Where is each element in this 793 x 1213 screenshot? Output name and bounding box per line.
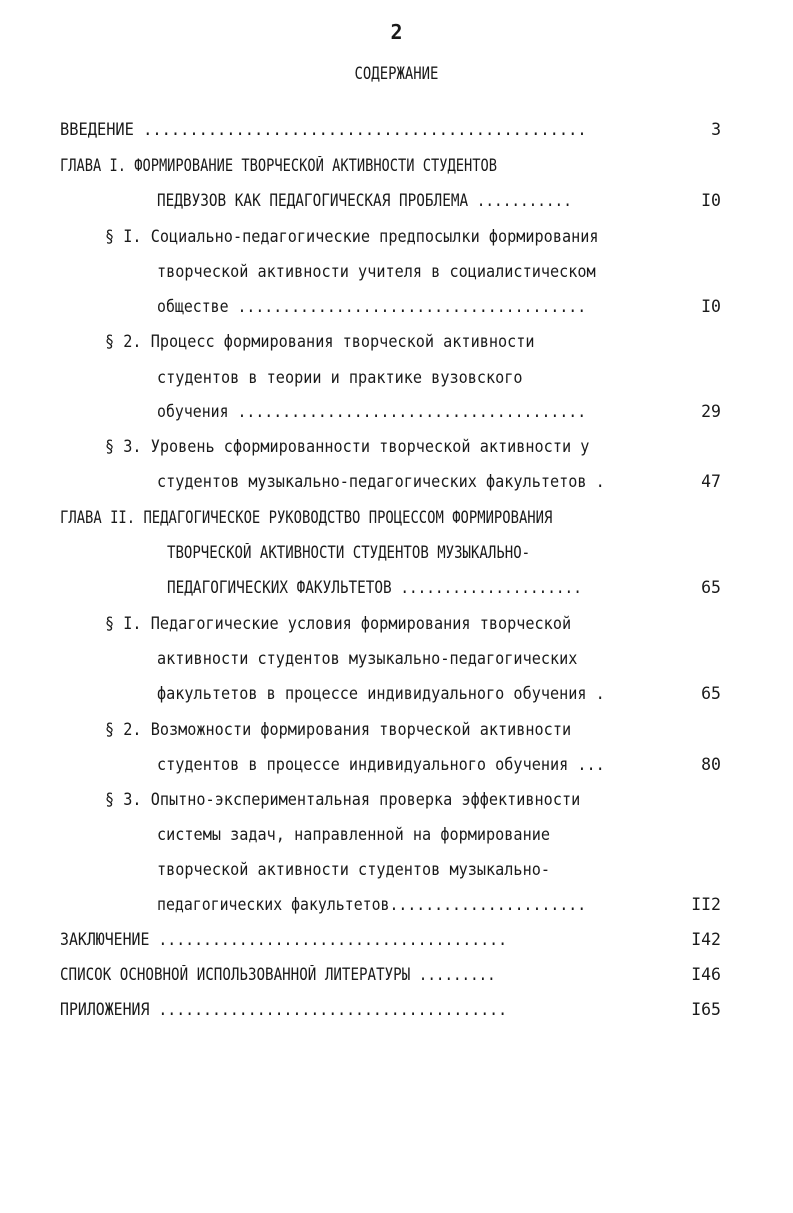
toc-line: обществе ....................................... <box>157 297 587 316</box>
toc-line: ПРИЛОЖЕНИЯ ....................................... <box>60 1000 508 1019</box>
toc-page-number: I0 <box>701 297 721 316</box>
toc-title: СОДЕРЖАНИЕ <box>354 64 439 84</box>
toc-line: творческой активности студентов музыкально- <box>157 860 550 879</box>
toc-line: студентов в теории и практике вузовского <box>157 368 523 387</box>
toc-page-number: 80 <box>701 755 721 774</box>
page-number: 2 <box>390 20 403 44</box>
toc-line: обучения ....................................... <box>157 402 587 421</box>
toc-page-number: 65 <box>701 684 721 703</box>
toc-line: § I. Педагогические условия формирования творческой <box>105 614 572 633</box>
toc-line: факультетов в процессе индивидуального обучения . <box>157 684 605 703</box>
toc-line: СПИСОК ОСНОВНОЙ ИСПОЛЬЗОВАННОЙ ЛИТЕРАТУРЫ ......... <box>60 965 496 984</box>
toc-page-number: I0 <box>701 191 721 210</box>
toc-line: активности студентов музыкально-педагогических <box>157 649 578 668</box>
toc-line: ПЕДАГОГИЧЕСКИХ ФАКУЛЬТЕТОВ ..................... <box>167 578 582 597</box>
toc-line: системы задач, направленной на формирование <box>157 825 550 844</box>
toc-line: § 3. Уровень сформированности творческой активности у <box>105 437 590 456</box>
toc-page-number: I65 <box>691 1000 721 1019</box>
toc-page-number: 65 <box>701 578 721 597</box>
toc-line: § 2. Процесс формирования творческой активности <box>105 332 535 351</box>
toc-line: ГЛАВА I. ФОРМИРОВАНИЕ ТВОРЧЕСКОЙ АКТИВНОСТИ СТУДЕНТОВ <box>60 156 497 175</box>
toc-page-number: 3 <box>711 120 721 139</box>
toc-page-number: I42 <box>691 930 721 949</box>
toc-line: ЗАКЛЮЧЕНИЕ ....................................... <box>60 930 508 949</box>
toc-line: студентов музыкально-педагогических факультетов . <box>157 472 605 491</box>
toc-page-number: 29 <box>701 402 721 421</box>
toc-page-number: I46 <box>691 965 721 984</box>
toc-line: § 3. Опытно-экспериментальная проверка эффективности <box>105 790 581 809</box>
toc-line: студентов в процессе индивидуального обучения ... <box>157 755 605 774</box>
toc-line: ГЛАВА II. ПЕДАГОГИЧЕСКОЕ РУКОВОДСТВО ПРОЦЕССОМ ФОРМИРОВАНИЯ <box>60 508 553 527</box>
toc-line: ТВОРЧЕСКОЙ АКТИВНОСТИ СТУДЕНТОВ МУЗЫКАЛЬНО- <box>167 543 531 562</box>
toc-line: § I. Социально-педагогические предпосылки формирования <box>105 227 599 246</box>
toc-line: педагогических факультетов...................... <box>157 895 587 914</box>
toc-line: ВВЕДЕНИЕ ................................................ <box>60 120 587 139</box>
toc-page-number: 47 <box>701 472 721 491</box>
toc-line: ПЕДВУЗОВ КАК ПЕДАГОГИЧЕСКАЯ ПРОБЛЕМА ........... <box>157 191 572 210</box>
toc-page-number: II2 <box>691 895 721 914</box>
toc-line: § 2. Возможности формирования творческой активности <box>105 720 572 739</box>
toc-line: творческой активности учителя в социалистическом <box>157 262 596 281</box>
